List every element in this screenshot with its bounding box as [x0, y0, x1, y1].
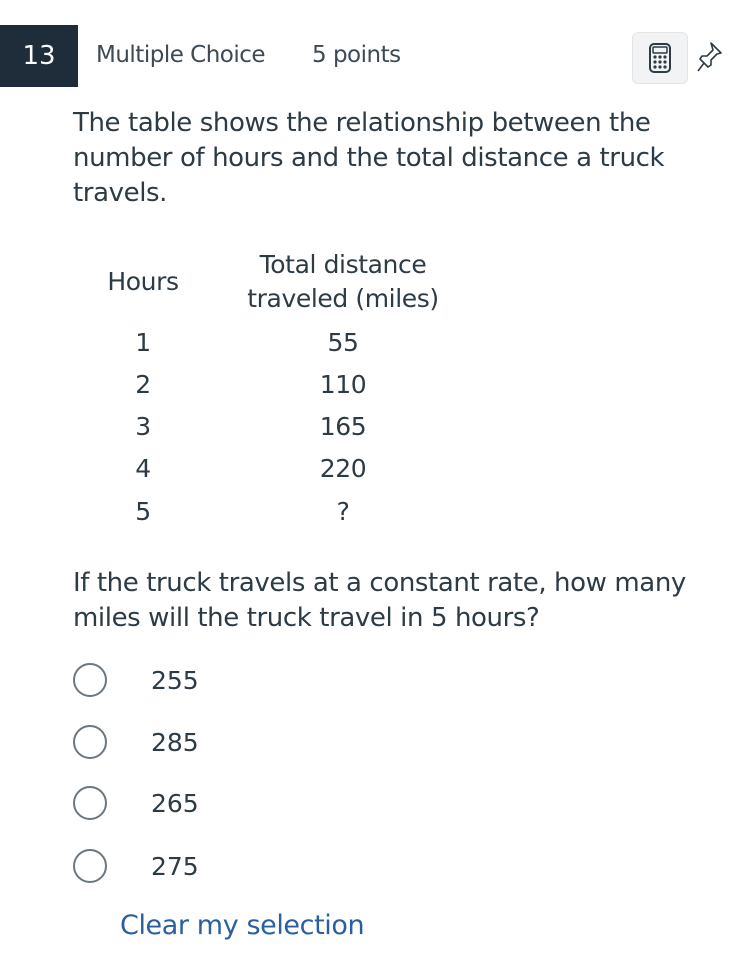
radio-button[interactable] [73, 786, 107, 820]
table-header-distance: Total distance traveled (miles) [247, 250, 439, 313]
answer-option[interactable] [73, 849, 199, 883]
table-cell: 5 [135, 497, 151, 526]
option-label: 285 [151, 727, 199, 757]
calculator-icon [649, 43, 671, 73]
table-cell: 165 [319, 412, 367, 441]
question-number: 13 [0, 25, 78, 87]
table-cell: 2 [135, 370, 151, 399]
table-cell: 220 [319, 454, 367, 483]
radio-button[interactable] [73, 663, 107, 697]
option-label: 275 [151, 851, 199, 881]
table-cell: 3 [135, 412, 151, 441]
question-prompt: The table shows the relationship between the number of hours and the total distance a truck travels. [73, 108, 665, 208]
radio-button[interactable] [73, 725, 107, 759]
option-label: 265 [151, 788, 199, 818]
table-cell: 55 [327, 328, 359, 357]
question-points: 5 points [312, 42, 401, 68]
pin-button[interactable] [696, 40, 724, 78]
answer-option[interactable] [73, 725, 199, 759]
answer-option[interactable] [73, 663, 199, 697]
option-label: 255 [151, 665, 199, 695]
question-type: Multiple Choice [96, 42, 266, 68]
table-cell: 1 [135, 328, 151, 357]
answer-option[interactable] [73, 786, 199, 820]
table-header-hours: Hours [107, 267, 179, 296]
table-cell: 110 [319, 370, 367, 399]
question-text: If the truck travels at a constant rate, how many miles will the truck travel in 5 hours? [73, 568, 686, 633]
pin-icon [696, 40, 724, 74]
radio-button[interactable] [73, 849, 107, 883]
table-cell: ? [336, 497, 350, 526]
table-cell: 4 [135, 454, 151, 483]
calculator-button[interactable] [632, 32, 688, 84]
clear-selection-link[interactable]: Clear my selection [120, 910, 365, 941]
